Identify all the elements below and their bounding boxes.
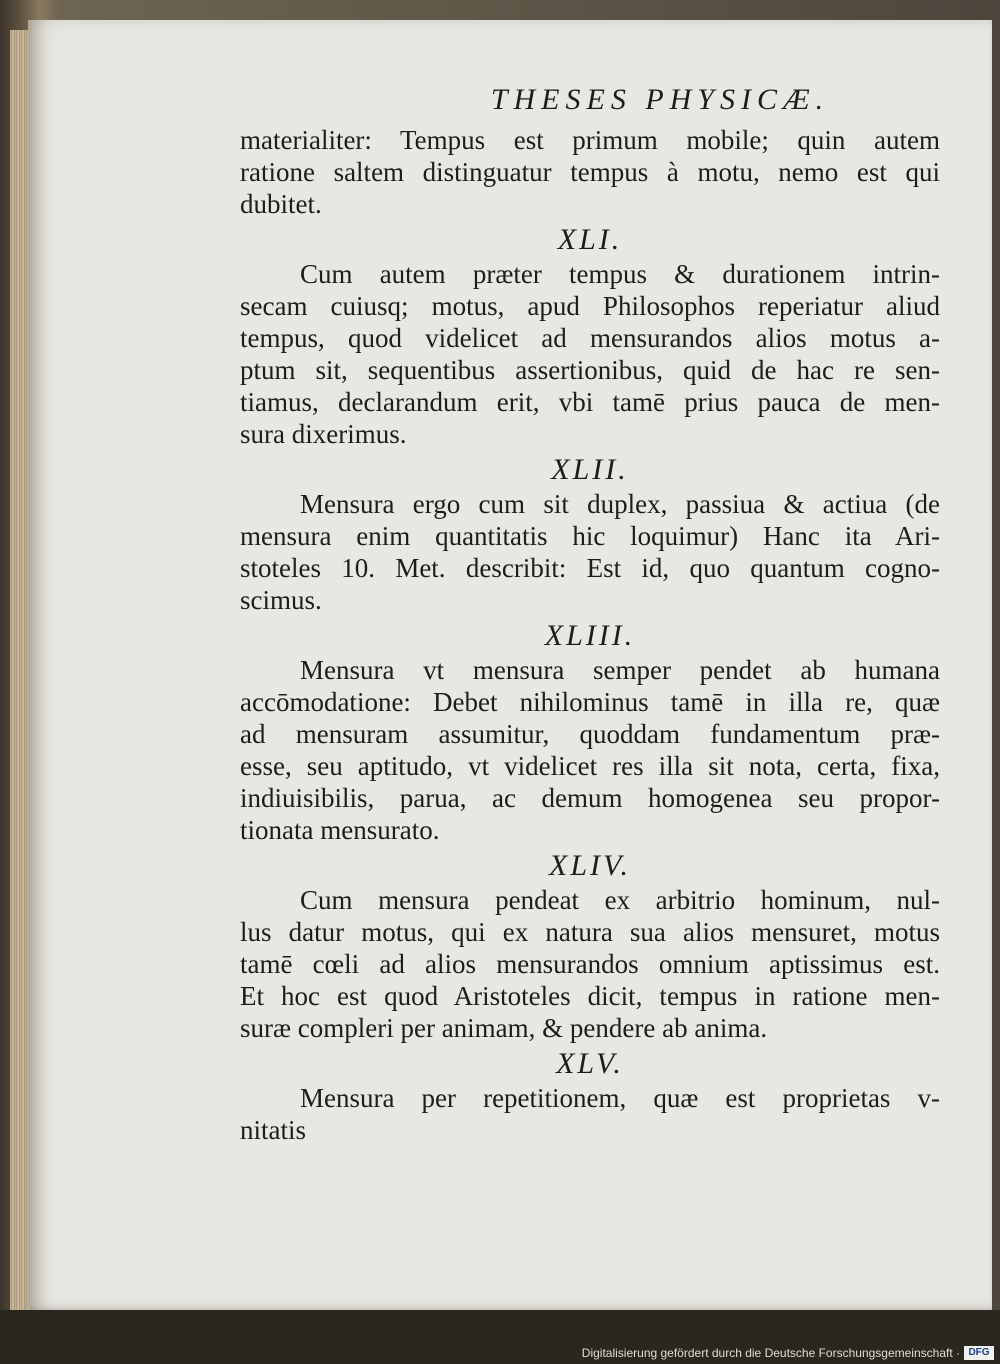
text-line: sura dixerimus.: [240, 419, 407, 449]
text-line: esse, seu aptitudo, vt videlicet res illa sit nota, certa, fixa,: [240, 751, 940, 781]
text-line: lus datur motus, qui ex natura sua alios mensuret, motus: [240, 917, 940, 947]
dfg-logo: DFG: [964, 1346, 994, 1360]
text-line: Mensura ergo cum sit duplex, passiua & actiua (de: [300, 489, 940, 519]
text-line: scimus.: [240, 585, 322, 615]
text-line: ratione saltem distinguatur tempus à motu, nemo est qui: [240, 157, 940, 187]
page-text: [240, 84, 940, 1146]
text-line: Mensura per repetitionem, quæ est proprietas v-: [300, 1083, 940, 1113]
text-line: Cum autem præter tempus & durationem intrin-: [300, 259, 940, 289]
thesis-heading: XLV.: [556, 1047, 624, 1080]
text-line: nitatis: [240, 1115, 306, 1145]
text-line: stoteles 10. Met. describit: Est id, quo quantum cogno-: [240, 553, 940, 583]
text-line: accōmodatione: Debet nihilominus tamē in illa re, quæ: [240, 687, 940, 717]
text-line: mensura enim quantitatis hic loquimur) Hanc ita Ari-: [240, 521, 940, 551]
text-line: tempus, quod videlicet ad mensurandos alios motus a-: [240, 323, 940, 353]
running-head: THESES PHYSICÆ.: [490, 83, 830, 116]
text-line: indiuisibilis, parua, ac demum homogenea seu propor-: [240, 783, 940, 813]
text-line: Mensura vt mensura semper pendet ab humana: [300, 655, 940, 685]
text-line: Et hoc est quod Aristoteles dicit, tempus in ratione men-: [240, 981, 940, 1011]
text-line: ad mensuram assumitur, quoddam fundamentum præ-: [240, 719, 940, 749]
thesis-heading: XLIV.: [549, 849, 631, 882]
thesis-heading: XLI.: [557, 223, 623, 256]
text-line: tionata mensurato.: [240, 815, 440, 845]
text-line: ptum sit, sequentibus assertionibus, quid de hac re sen-: [240, 355, 940, 385]
text-line: suræ compleri per animam, & pendere ab anima.: [240, 1013, 768, 1043]
thesis-heading: XLII.: [551, 453, 629, 486]
digitization-credit: Digitalisierung gefördert durch die Deutsche Forschungsgemeinschaft ·: [581, 1346, 960, 1360]
text-line: secam cuiusq; motus, apud Philosophos reperiatur aliud: [240, 291, 940, 321]
text-line: tamē cœli ad alios mensurandos omnium aptissimus est.: [240, 949, 940, 979]
thesis-heading: XLIII.: [544, 619, 636, 652]
thesis-sections: [240, 124, 940, 1146]
text-line: tiamus, declarandum erit, vbi tamē prius pauca de men-: [240, 387, 940, 417]
text-line: Cum mensura pendeat ex arbitrio hominum, nul-: [300, 885, 940, 915]
text-line: materialiter: Tempus est primum mobile; quin autem: [240, 125, 940, 155]
text-line: dubitet.: [240, 189, 322, 219]
